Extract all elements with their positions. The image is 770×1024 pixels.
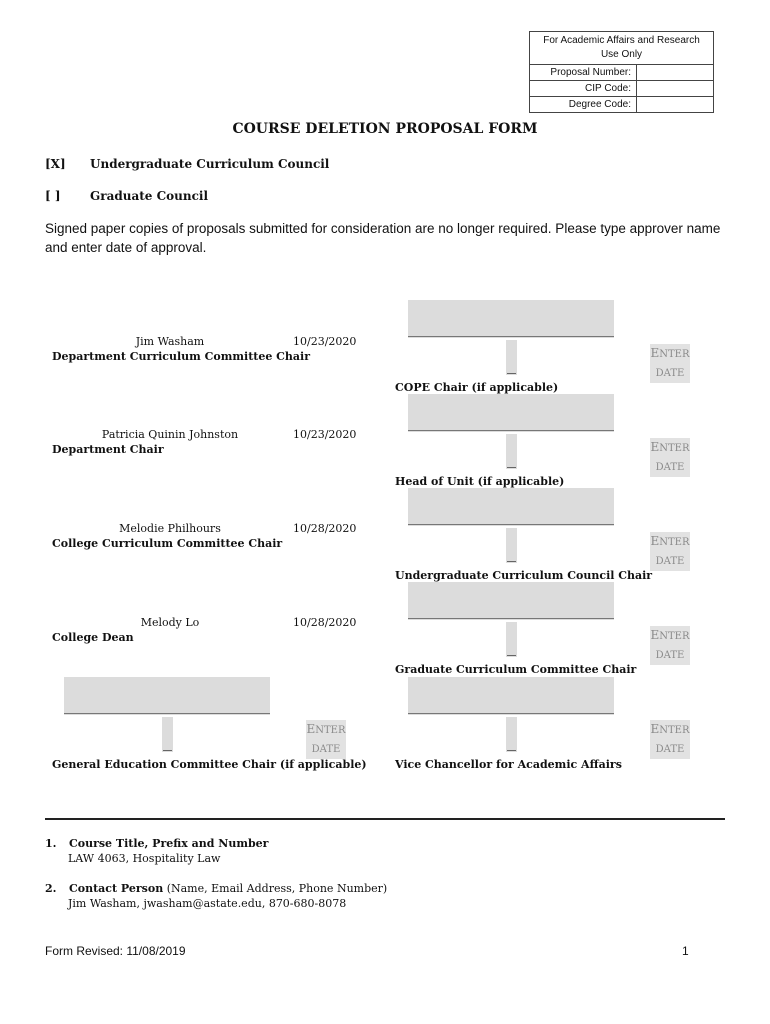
signature-field[interactable]: [408, 582, 614, 620]
signature-line: [408, 713, 614, 714]
approver-role: College Dean: [52, 631, 134, 644]
ucc-checkbox[interactable]: [X]: [45, 157, 66, 171]
approval-date[interactable]: 10/28/2020: [293, 522, 357, 535]
name-field-stub[interactable]: [162, 717, 173, 752]
approver-name[interactable]: Jim Washam: [135, 335, 205, 348]
cip-code-label: CIP Code:: [530, 81, 637, 96]
approver-role: College Curriculum Committee Chair: [52, 537, 283, 550]
office-use-box: [529, 31, 714, 113]
approval-date[interactable]: 10/23/2020: [293, 335, 357, 348]
degree-code-label: Degree Code:: [530, 97, 637, 112]
item-label: Contact Person: [68, 882, 164, 895]
ucc-label: Undergraduate Curriculum Council: [90, 157, 330, 171]
name-field-stub[interactable]: [506, 622, 517, 657]
enter-date-field[interactable]: ENTER DATE: [650, 532, 690, 571]
approver-role: Graduate Curriculum Committee Chair: [395, 663, 637, 676]
name-field-line: [507, 561, 516, 562]
proposal-number-field[interactable]: [637, 65, 713, 80]
name-field-line: [507, 655, 516, 656]
item-label: Course Title, Prefix and Number: [68, 837, 269, 850]
signature-field[interactable]: [64, 677, 270, 715]
notice-text: Signed paper copies of proposals submitted for consideration are no longer required. Please type approver name and enter date of approval.: [45, 221, 721, 255]
approver-role: Undergraduate Curriculum Council Chair: [395, 569, 653, 582]
name-field-line: [507, 373, 516, 374]
signature-line: [408, 618, 614, 619]
approver-name[interactable]: Patricia Quinin Johnston: [101, 428, 239, 441]
name-field-stub[interactable]: [506, 528, 517, 563]
enter-date-field[interactable]: ENTER DATE: [650, 626, 690, 665]
proposal-number-row: [530, 65, 713, 81]
enter-date-field[interactable]: ENTER DATE: [306, 720, 346, 759]
approval-date[interactable]: 10/23/2020: [293, 428, 357, 441]
approver-name[interactable]: Melody Lo: [140, 616, 200, 629]
approval-date[interactable]: 10/28/2020: [293, 616, 357, 629]
cip-code-row: [530, 81, 713, 97]
enter-date-field[interactable]: ENTER DATE: [650, 344, 690, 383]
form-revised: Form Revised: 11/08/2019: [45, 944, 186, 958]
item-2: [45, 881, 387, 911]
cip-code-field[interactable]: [637, 81, 713, 96]
item-value[interactable]: Jim Washam, jwasham@astate.edu, 870-680-8078: [68, 897, 347, 910]
section-divider: [45, 818, 725, 820]
name-field-line: [507, 750, 516, 751]
signature-line: [408, 524, 614, 525]
signature-line: [408, 430, 614, 431]
name-field-line: [507, 467, 516, 468]
degree-code-row: [530, 97, 713, 112]
name-field-stub[interactable]: [506, 434, 517, 469]
gc-label: Graduate Council: [90, 189, 209, 203]
item-value[interactable]: LAW 4063, Hospitality Law: [68, 852, 221, 865]
item-number: 1.: [45, 837, 57, 850]
signature-field[interactable]: [408, 677, 614, 715]
approver-role: COPE Chair (if applicable): [395, 381, 559, 394]
signature-field[interactable]: [408, 300, 614, 338]
item-number: 2.: [45, 882, 57, 895]
approver-role: General Education Committee Chair (if applicable): [52, 758, 367, 771]
office-use-heading: For Academic Affairs and Research Use Only: [530, 32, 713, 65]
signature-field[interactable]: [408, 394, 614, 432]
page-number: 1: [682, 944, 689, 958]
approver-role: Vice Chancellor for Academic Affairs: [395, 758, 622, 771]
name-field-line: [163, 750, 172, 751]
approver-role: Department Curriculum Committee Chair: [52, 350, 311, 363]
item-extra: (Name, Email Address, Phone Number): [166, 882, 388, 895]
name-field-stub[interactable]: [506, 717, 517, 752]
name-field-stub[interactable]: [506, 340, 517, 375]
signature-line: [408, 336, 614, 337]
item-1: [45, 836, 268, 866]
approver-name[interactable]: Melodie Philhours: [119, 522, 221, 535]
degree-code-field[interactable]: [637, 97, 713, 112]
form-title: COURSE DELETION PROPOSAL FORM: [232, 121, 538, 137]
approver-role: Department Chair: [52, 443, 164, 456]
gc-checkbox[interactable]: [ ]: [45, 189, 61, 203]
enter-date-field[interactable]: ENTER DATE: [650, 720, 690, 759]
enter-date-field[interactable]: ENTER DATE: [650, 438, 690, 477]
proposal-number-label: Proposal Number:: [530, 65, 637, 80]
signature-line: [64, 713, 270, 714]
signature-field[interactable]: [408, 488, 614, 526]
approver-role: Head of Unit (if applicable): [395, 475, 565, 488]
